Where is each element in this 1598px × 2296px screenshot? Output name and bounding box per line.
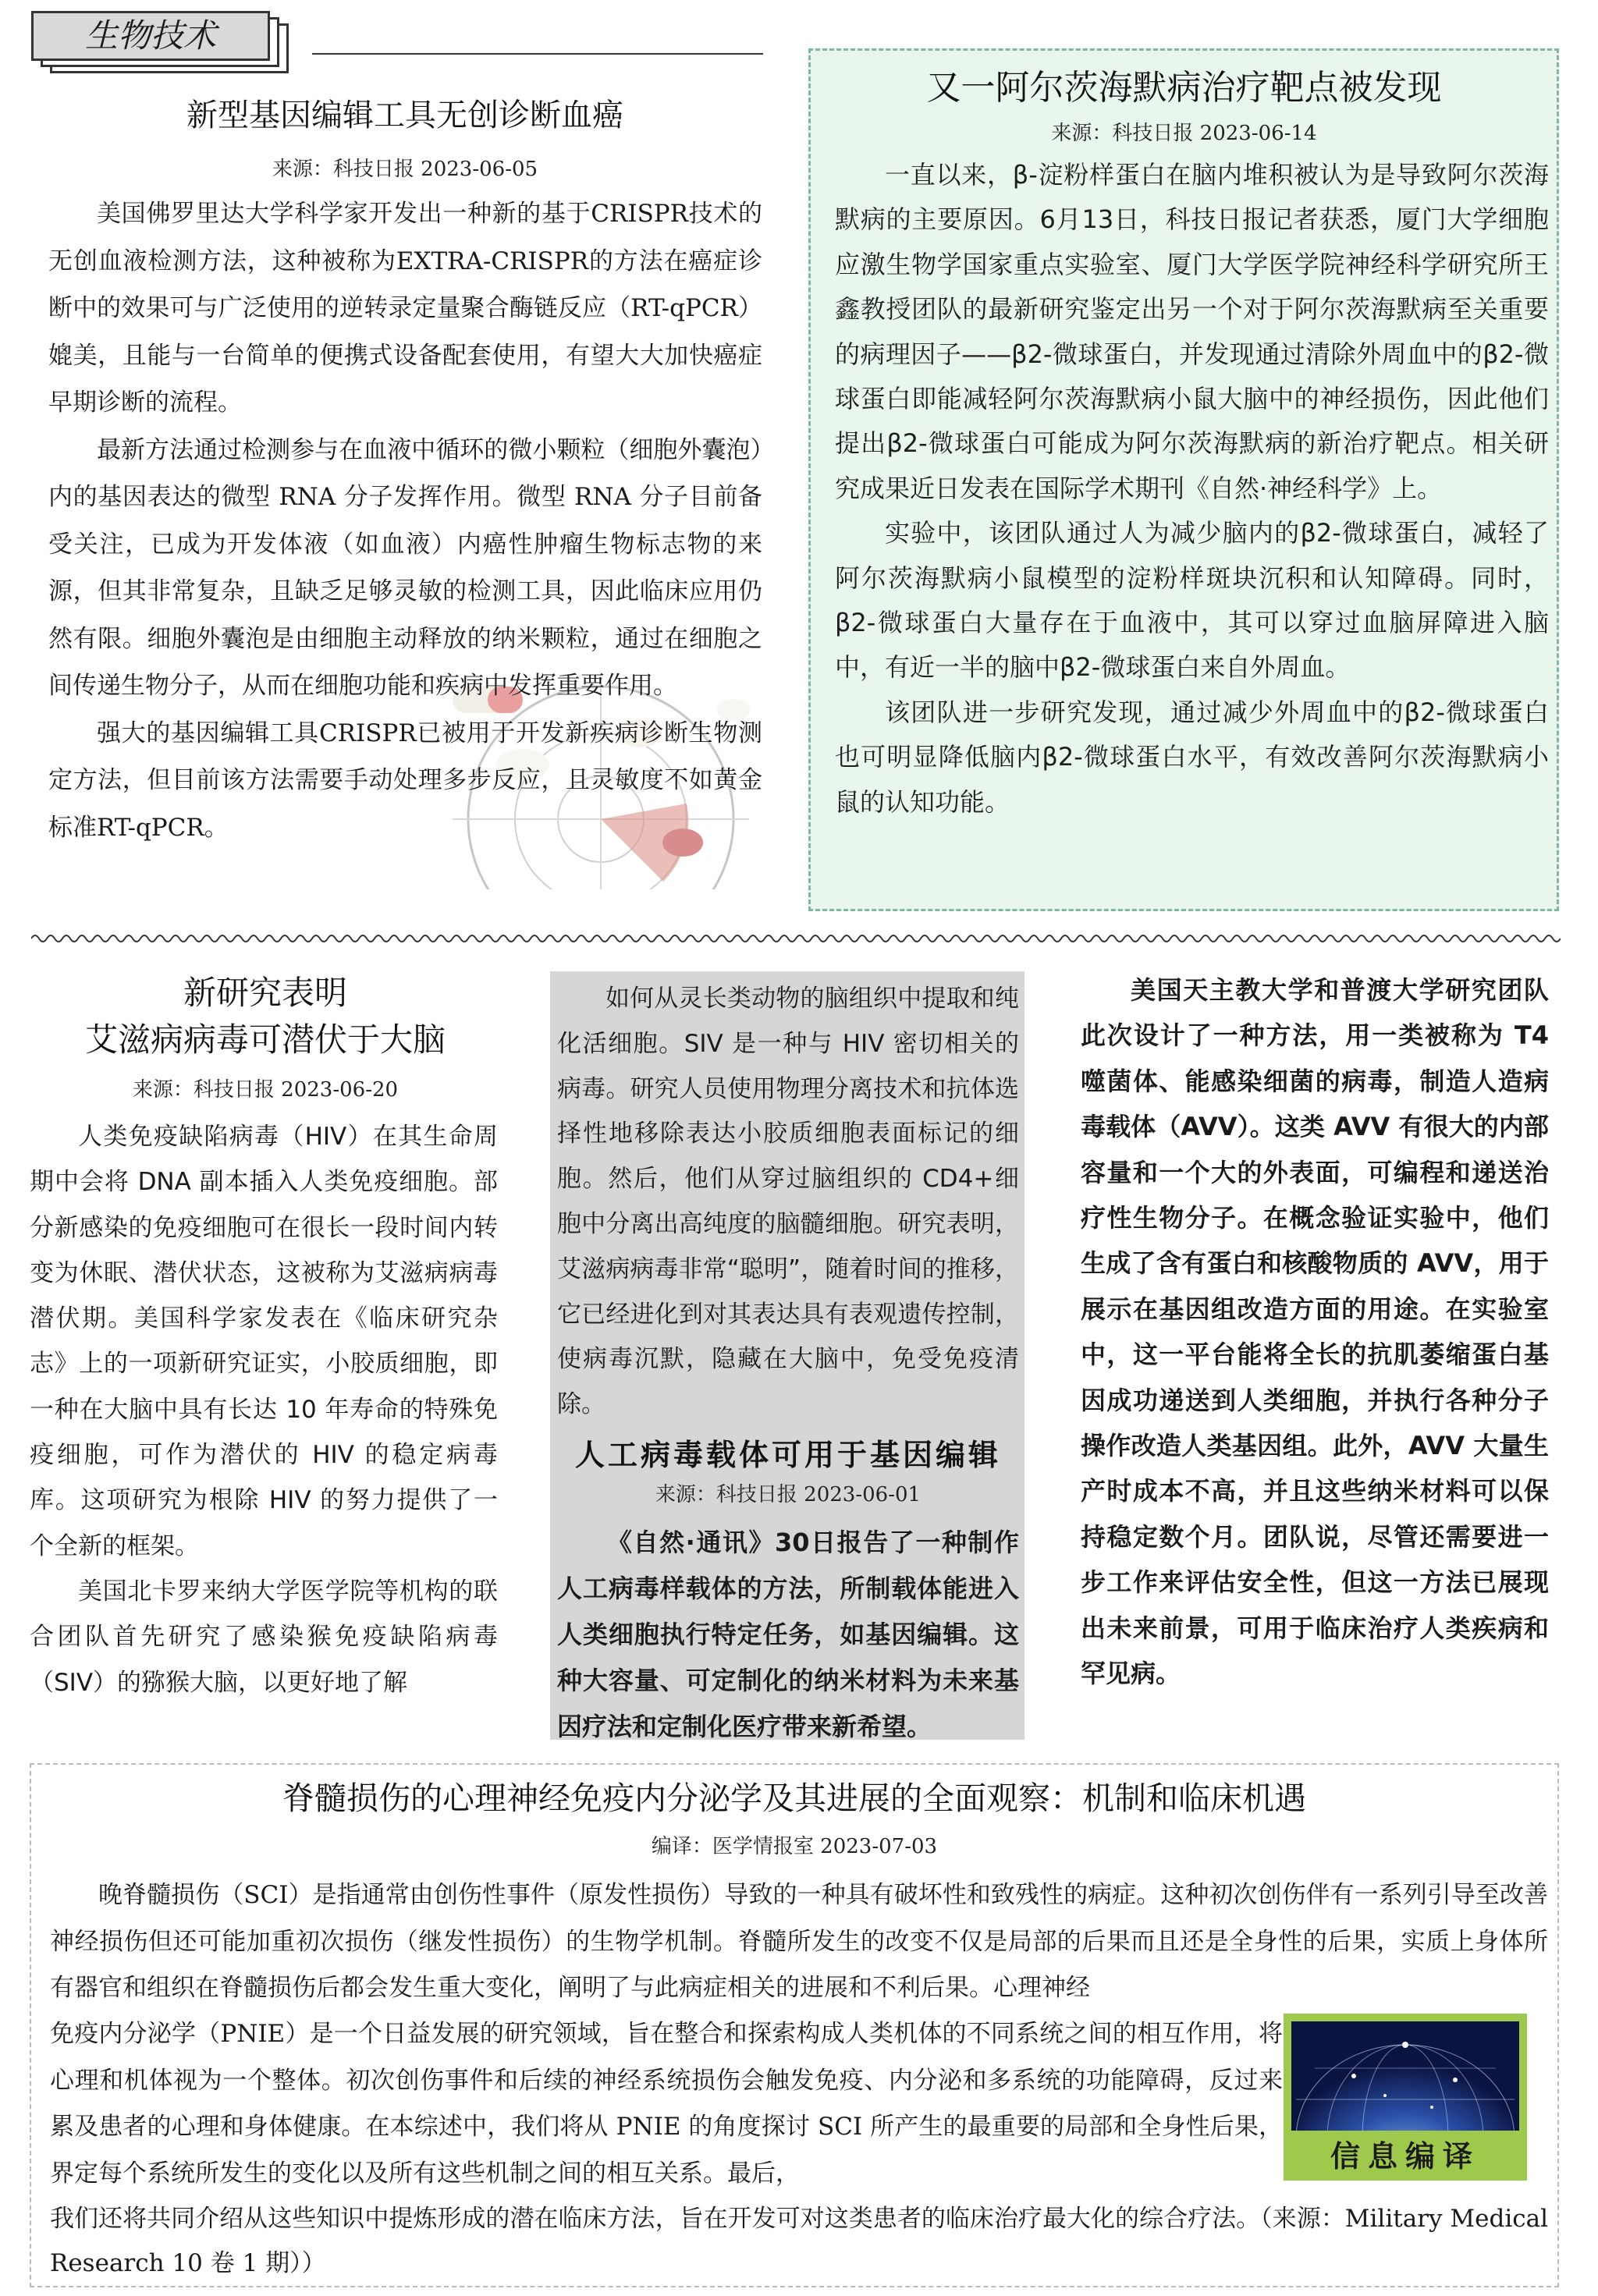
article3-title-line1: 新研究表明 — [183, 974, 347, 1012]
article3-continued — [557, 977, 1019, 1428]
info-badge — [1284, 2014, 1527, 2181]
paragraph: 美国佛罗里达大学科学家开发出一种新的基于CRISPR技术的无创血液检测方法，这种被称为EXTRA-CRISPR的方法在癌症诊断中的效果可与广泛使用的逆转录定量聚合酶链反应（RT-qPCR）媲美，且能与一台简单的便携式设备配套使用，有望大大加快癌症早期诊断的流程。 — [48, 200, 762, 417]
article4-body — [557, 1520, 1019, 1750]
globe-network-image — [1291, 2021, 1519, 2131]
article3-body — [30, 1114, 498, 1705]
paragraph: 《自然·通讯》30日报告了一种制作人工病毒样载体的方法，所制载体能进入人类细胞执行特定任务，如基因编辑。这种大容量、可定制化的纳米材料为未来基因疗法和定制化医疗带来新希望。 — [557, 1528, 1019, 1741]
paragraph: 如何从灵长类动物的脑组织中提取和纯化活细胞。SIV 是一种与 HIV 密切相关的病毒。研究人员使用物理分离技术和抗体选择性地移除表达小胶质细胞表面标记的细胞。然后，他们从穿过脑组织的 CD4+细胞中分离出高纯度的脑髓细胞。研究表明，艾滋病病毒非常“聪明”，随着时间的推移，它已经进化到对其表达具有表观遗传控制，使病毒沉默，隐藏在大脑中，免受免疫清除。 — [557, 985, 1019, 1419]
section-tab — [31, 11, 312, 73]
article5-text-block: 我们还将共同介绍从这些知识中提炼形成的潜在临床方法，旨在开发可对这类患者的临床治疗最大化的综合疗法。（来源：Military Medical Research 10 卷 1 期）） — [50, 2205, 1548, 2277]
article4-source: 来源：科技日报 2023-06-01 — [655, 1483, 922, 1506]
article5-text-block: 免疫内分泌学（PNIE）是一个日益发展的研究领域，旨在整合和探索构成人类机体的不同系统之间的相互作用，将心理和机体视为一个整体。初次创伤事件和后续的神经系统损伤会触发免疫、内分泌和多系统的功能障碍，反过来累及患者的心理和身体健康。在本综述中，我们将从 PNIE 的角度探讨 SCI 所产生的最重要的局部和全身性后果，界定每个系统所发生的变化以及所有这些机制之间的相互关系。最后， — [50, 2020, 1283, 2188]
article1-title: 新型基因编辑工具无创诊断血癌 — [186, 98, 623, 133]
article2-title: 又一阿尔茨海默病治疗靶点被发现 — [926, 68, 1442, 108]
article5-source: 编译：医学情报室 2023-07-03 — [651, 1835, 938, 1858]
header-rule — [312, 53, 763, 55]
paragraph: 美国天主教大学和普渡大学研究团队此次设计了一种方法，用一类被称为 T4 噬菌体、能感染细菌的病毒，制造人造病毒载体（AVV）。这类 AVV 有很大的内部容量和一个大的外表面，可编程和递送治疗性生物分子。在概念验证实验中，他们生成了含有蛋白和核酸物质的 AVV，用于展示在基因组改造方面的用途。在实验室中，这一平台能将全长的抗肌萎缩蛋白基因成功递送到人类细胞，并执行各种分子操作改造人类基因组。此外，AVV 大量生产时成本不高，并且这些纳米材料可以保持稳定数个月。团队说，尽管还需要进一步工作来评估安全性，但这一方法已展现出未来前景，可用于临床治疗人类疾病和罕见病。 — [1081, 975, 1549, 1689]
article5-title: 脊髓损伤的心理神经免疫内分泌学及其进展的全面观察：机制和临床机遇 — [282, 1780, 1306, 1817]
article2-source: 来源：科技日报 2023-06-14 — [1051, 122, 1317, 145]
article1-source: 来源：科技日报 2023-06-05 — [272, 158, 538, 181]
paragraph: 一直以来，β-淀粉样蛋白在脑内堆积被认为是导致阿尔茨海默病的主要原因。6月13日，科技日报记者获悉，厦门大学细胞应激生物学国家重点实验室、厦门大学医学院神经科学研究所王鑫教授团队的最新研究鉴定出另一个对于阿尔茨海默病至关重要的病理因子——β2-微球蛋白，并发现通过清除外周血中的β2-微球蛋白即能减轻阿尔茨海默病小鼠大脑中的神经损伤，因此他们提出β2-微球蛋白可能成为阿尔茨海默病的新治疗靶点。相关研究成果近日发表在国际学术期刊《自然·神经科学》上。 — [835, 160, 1549, 503]
article4-title: 人工病毒载体可用于基因编辑 — [574, 1438, 1001, 1472]
badge-label: 信息编译 — [1330, 2139, 1480, 2174]
article5-text-block: 晚脊髓损伤（SCI）是指通常由创伤性事件（原发性损伤）导致的一种具有破坏性和致残性的病症。这种初次创伤伴有一系列引导至改善神经损伤但还可能加重初次损伤（继发性损伤）的生物学机制。脊髓所发生的改变不仅是局部的后果而且还是全身性的后果，实质上身体所有器官和组织在脊髓损伤后都会发生重大变化，阐明了与此病症相关的进展和不利后果。心理神经 — [50, 1881, 1548, 2002]
paragraph: 美国北卡罗来纳大学医学院等机构的联合团队首先研究了感染猴免疫缺陷病毒（SIV）的猕猴大脑，以更好地了解 — [30, 1577, 498, 1697]
article1-body — [48, 190, 762, 851]
paragraph: 人类免疫缺陷病毒（HIV）在其生命周期中会将 DNA 副本插入人类免疫细胞。部分新感染的免疫细胞可在很长一段时间内转变为休眠、潜伏状态，这被称为艾滋病病毒潜伏期。美国科学家发表在《临床研究杂志》上的一项新研究证实，小胶质细胞，即一种在大脑中具有长达 10 年寿命的特殊免疫细胞，可作为潜伏的 HIV 的稳定病毒库。这项研究为根除 HIV 的努力提供了一个全新的框架。 — [30, 1123, 498, 1560]
paragraph: 实验中，该团队通过人为减少脑内的β2-微球蛋白，减轻了阿尔茨海默病小鼠模型的淀粉样斑块沉积和认知障碍。同时，β2-微球蛋白大量存在于血液中，其可以穿过血脑屏障进入脑中，有近一半的脑中β2-微球蛋白来自外周血。 — [835, 518, 1549, 683]
article4-continued — [1081, 967, 1549, 1697]
paragraph: 最新方法通过检测参与在血液中循环的微小颗粒（细胞外囊泡）内的基因表达的微型 RNA 分子发挥作用。微型 RNA 分子目前备受关注，已成为开发体液（如血液）内癌性肿瘤生物标志物的来源，但其非常复杂，且缺乏足够灵敏的检测工具，因此临床应用仍然有限。细胞外囊泡是由细胞主动释放的纳米颗粒，通过在细胞之间传递生物分子，从而在细胞功能和疾病中发挥重要作用。 — [48, 435, 762, 700]
article3-title-line2: 艾滋病病毒可潜伏于大脑 — [84, 1020, 446, 1059]
article3-source: 来源：科技日报 2023-06-20 — [132, 1078, 399, 1102]
paragraph: 强大的基因编辑工具CRISPR已被用于开发新疾病诊断生物测定方法，但目前该方法需要手动处理多步反应，且灵敏度不如黄金标准RT-qPCR。 — [48, 719, 762, 842]
wave-divider — [31, 930, 1561, 947]
paragraph: 该团队进一步研究发现，通过减少外周血中的β2-微球蛋白也可明显降低脑内β2-微球蛋白水平，有效改善阿尔茨海默病小鼠的认知功能。 — [835, 697, 1549, 817]
article2-body — [835, 153, 1549, 825]
section-label: 生物技术 — [31, 11, 270, 61]
